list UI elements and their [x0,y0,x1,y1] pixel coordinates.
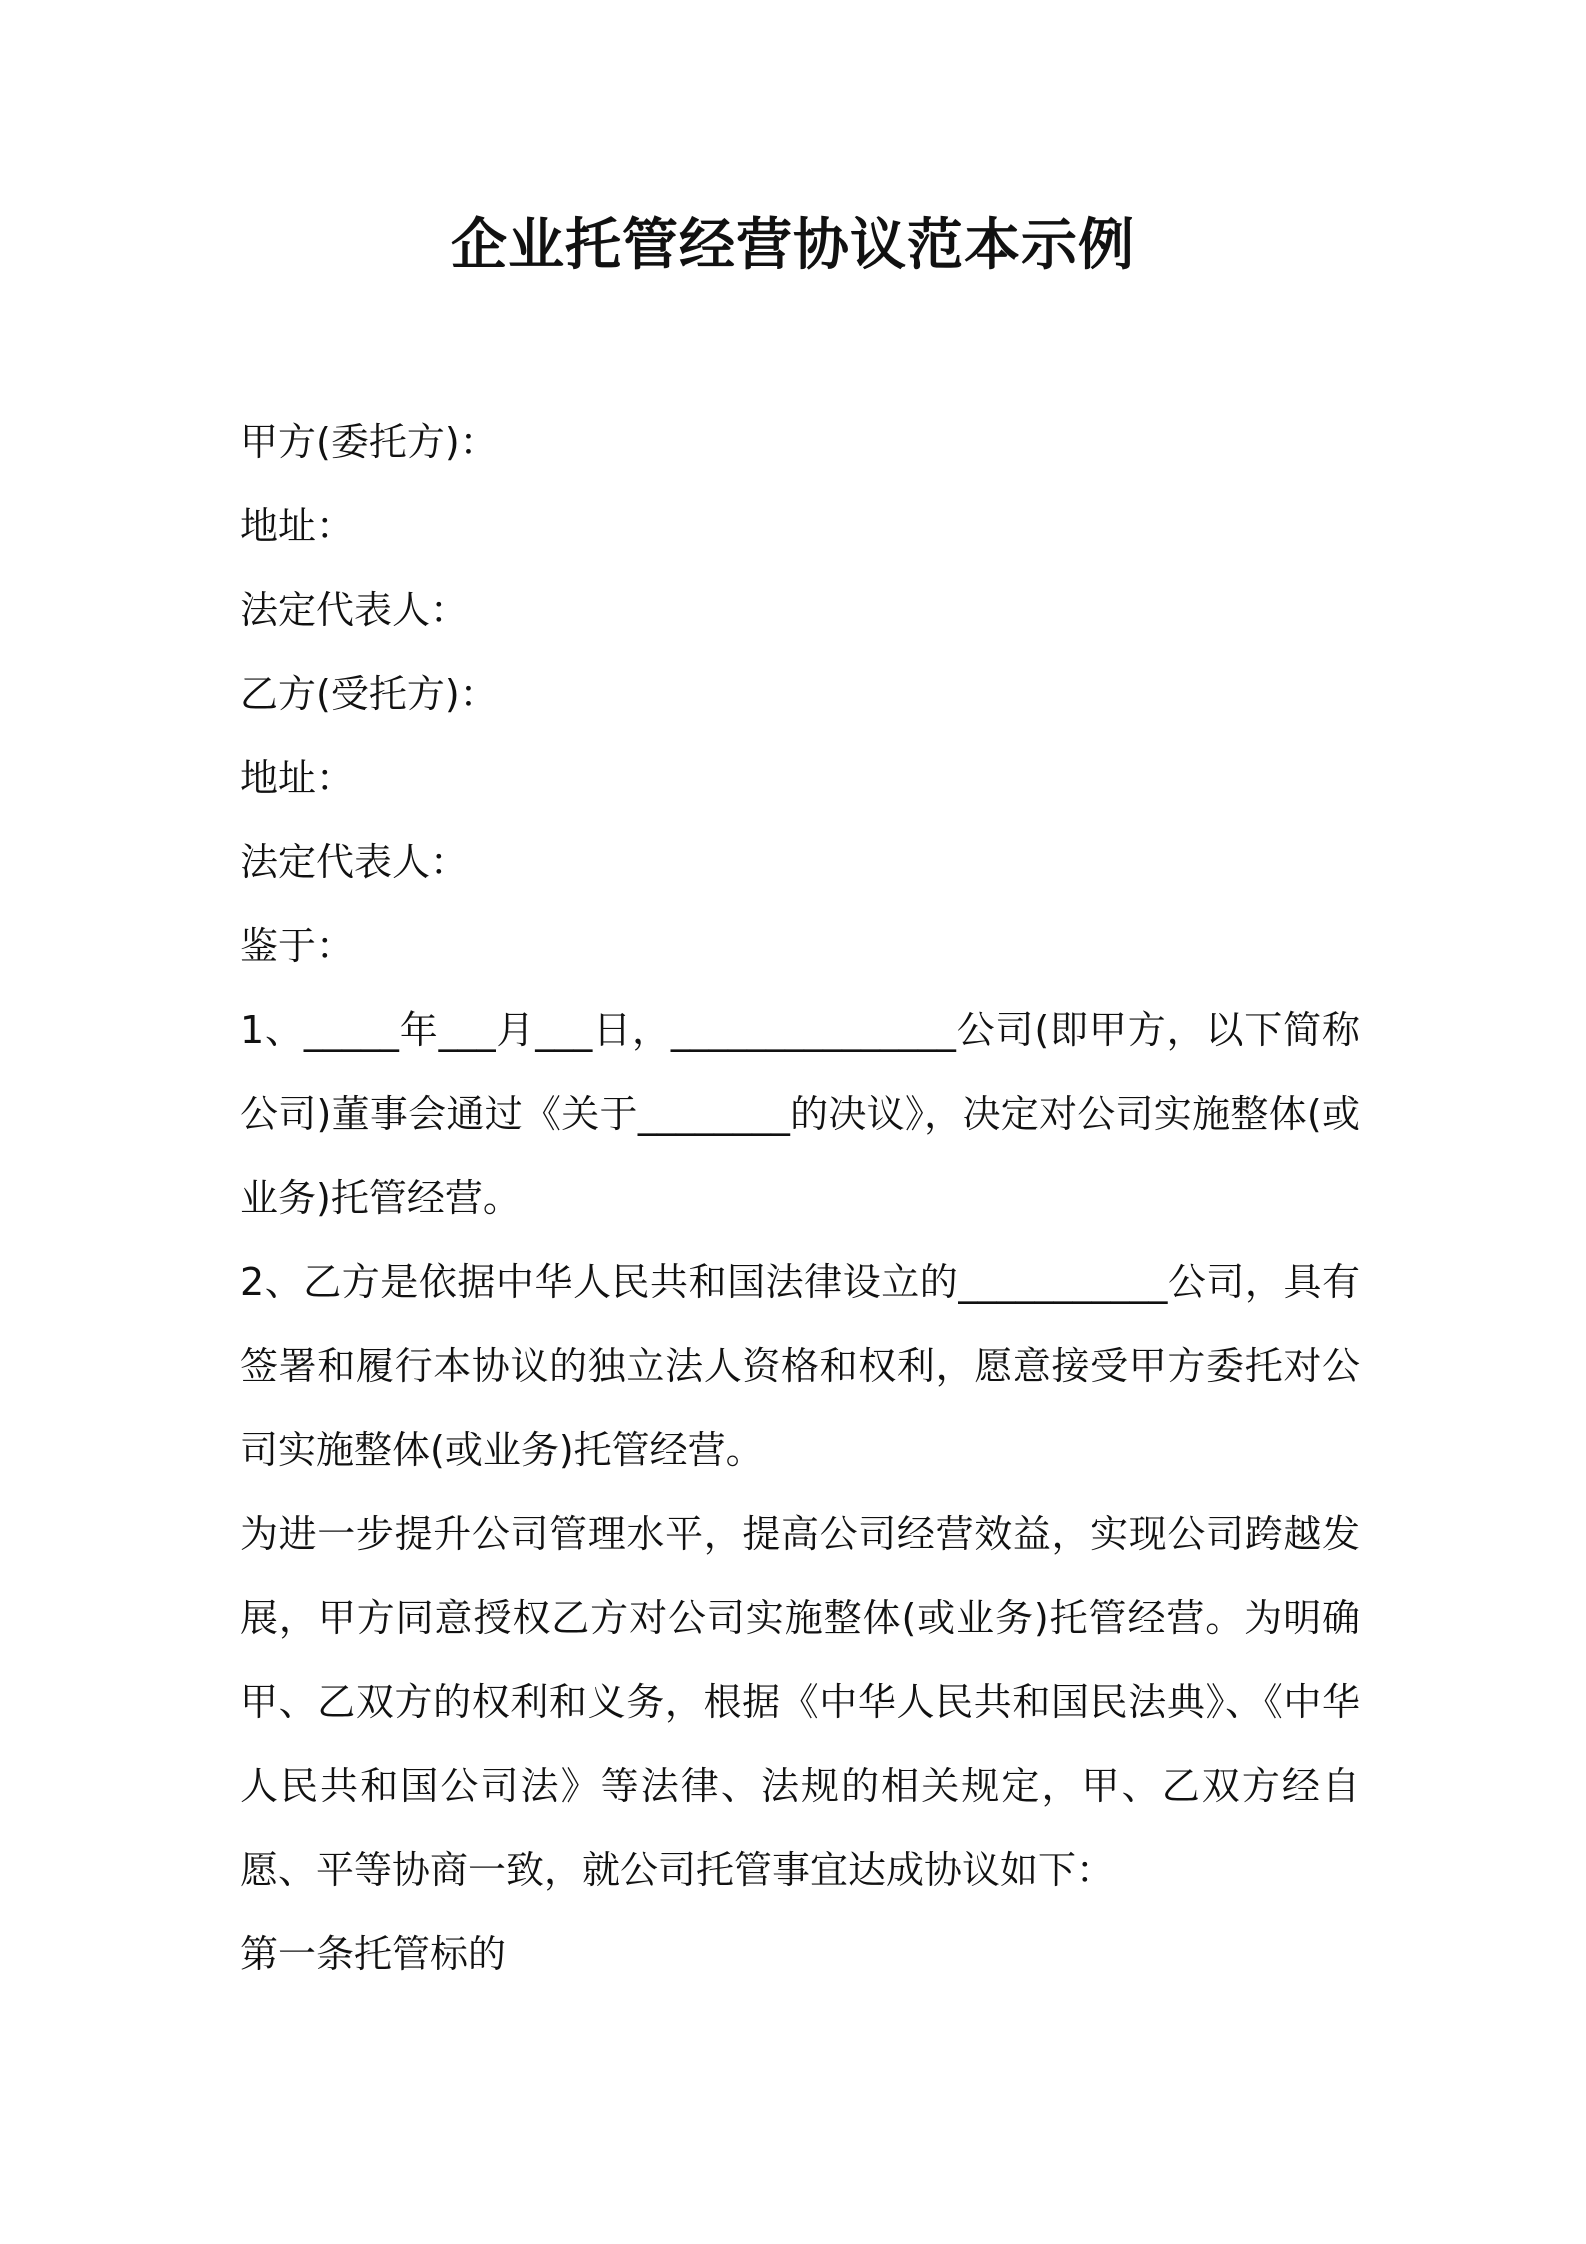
party-b-address-label: 地址： [240,756,355,800]
recital-paragraph-1: 1、_____年___月___日，_______________公司(即甲方，以下简称公司)董事会通过《关于________的决议》，决定对公司实施整体(或业务)托管经营。 [240,1008,1360,1220]
document-title: 企业托管经营协议范本示例 [451,213,1135,278]
party-a-representative-label: 法定代表人： [240,588,469,632]
party-b-representative-label: 法定代表人： [240,840,469,884]
article-1-heading: 第一条托管标的 [240,1932,507,1976]
party-a-label: 甲方(委托方)： [240,420,498,464]
party-b-label: 乙方(受托方)： [240,672,498,716]
party-a-address-label: 地址： [240,504,355,548]
recital-paragraph-2: 2、乙方是依据中华人民共和国法律设立的___________公司，具有签署和履行本协议的独立法人资格和权利，愿意接受甲方委托对公司实施整体(或业务)托管经营。 [240,1260,1360,1472]
document-body [240,400,1360,1996]
purpose-paragraph: 为进一步提升公司管理水平，提高公司经营效益，实现公司跨越发展，甲方同意授权乙方对公司实施整体(或业务)托管经营。为明确甲、乙双方的权利和义务，根据《中华人民共和国民法典》、《中华人民共和国公司法》等法律、法规的相关规定，甲、乙双方经自愿、平等协商一致，就公司托管事宜达成协议如下： [240,1512,1360,1892]
whereas-label: 鉴于： [240,924,355,968]
